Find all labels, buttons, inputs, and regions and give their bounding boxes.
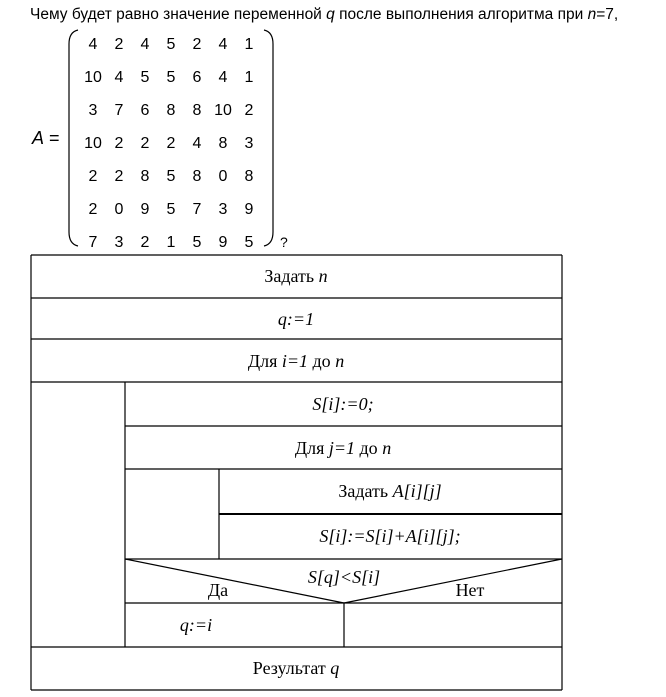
matrix-cell: 2 <box>114 35 124 53</box>
block-result <box>253 658 339 678</box>
question-part-3: =7, <box>596 6 619 23</box>
block-loop-i-to: до <box>308 351 336 371</box>
condition-yes: Да <box>207 580 229 600</box>
question-var-n: n <box>587 6 597 23</box>
matrix-cell: 5 <box>166 167 176 185</box>
question-part-2: после выполнения алгоритма при <box>334 6 588 23</box>
matrix-cell: 7 <box>114 101 124 119</box>
matrix-cell: 2 <box>88 200 98 218</box>
block-loop-j <box>295 438 391 458</box>
block-result-label: Результат <box>252 658 331 678</box>
condition-no: Нет <box>455 580 485 600</box>
matrix-cell: 8 <box>218 134 228 152</box>
block-input-n-label: Задать <box>264 266 319 286</box>
matrix-cell: 2 <box>88 167 98 185</box>
matrix-cell: 5 <box>140 68 150 86</box>
block-init-q <box>278 309 314 329</box>
block-reset-s <box>312 394 373 414</box>
block-input-n-var: n <box>318 266 328 286</box>
block-assign-q: q:=i <box>179 615 213 635</box>
matrix-cell: 6 <box>140 101 150 119</box>
block-sum <box>319 526 460 546</box>
matrix-cell: 8 <box>244 167 254 185</box>
block-input-n <box>264 266 327 286</box>
matrix-cell: 0 <box>218 167 228 185</box>
matrix-cell: 2 <box>244 101 254 119</box>
matrix-cell: 1 <box>244 35 254 53</box>
matrix-cell: 2 <box>114 134 124 152</box>
matrix-cell: 1 <box>244 68 254 86</box>
matrix-cell: 8 <box>192 167 202 185</box>
block-input-a <box>338 481 441 501</box>
block-loop-i <box>248 351 344 371</box>
matrix-cell: 7 <box>88 233 98 251</box>
matrix-cell: 10 <box>214 101 232 119</box>
matrix-cell: 4 <box>218 35 228 53</box>
matrix-cell: 7 <box>192 200 202 218</box>
block-loop-i-label: Для <box>247 351 282 371</box>
block-loop-j-end: n <box>382 438 392 458</box>
matrix-cell: 8 <box>192 101 202 119</box>
matrix-cell: 9 <box>140 200 150 218</box>
matrix-cell: 2 <box>192 35 202 53</box>
matrix-cell: 3 <box>244 134 254 152</box>
matrix-cell: 3 <box>218 200 228 218</box>
block-loop-j-start: j=1 <box>328 438 356 458</box>
matrix-cell: 2 <box>166 134 176 152</box>
matrix-cell: 9 <box>218 233 228 251</box>
matrix-cell: 3 <box>114 233 124 251</box>
question-mark: ? <box>280 234 288 250</box>
matrix-cell: 1 <box>166 233 176 251</box>
matrix-cell: 2 <box>114 167 124 185</box>
matrix-cell: 4 <box>192 134 202 152</box>
matrix-cell: 8 <box>166 101 176 119</box>
matrix-cell: 8 <box>140 167 150 185</box>
matrix-cell: 10 <box>84 134 102 152</box>
matrix-cell: 0 <box>114 200 124 218</box>
matrix-name: A <box>32 128 45 148</box>
matrix-cell: 4 <box>218 68 228 86</box>
block-input-a-var: A[i][j] <box>392 481 442 501</box>
block-loop-i-start: i=1 <box>281 351 309 371</box>
matrix-cell: 9 <box>244 200 254 218</box>
matrix-cell: 5 <box>192 233 202 251</box>
matrix-cell: 2 <box>140 233 150 251</box>
matrix-cell: 6 <box>192 68 202 86</box>
block-loop-j-to: до <box>355 438 383 458</box>
matrix-cell: 2 <box>140 134 150 152</box>
block-loop-i-end: n <box>335 351 345 371</box>
matrix-cell: 5 <box>244 233 254 251</box>
question-part-1: Чему будет равно значение переменной <box>30 6 327 23</box>
block-loop-j-label: Для <box>294 438 329 458</box>
matrix-cell: 5 <box>166 35 176 53</box>
question-var-q: q <box>326 6 335 23</box>
block-init-q-expr: q:=1 <box>277 309 315 329</box>
condition-text: S[q]<S[i] <box>307 567 381 587</box>
block-sum-expr: S[i]:=S[i]+A[i][j]; <box>319 526 461 546</box>
matrix-cell: 5 <box>166 200 176 218</box>
matrix-equals: = <box>44 128 60 148</box>
block-reset-s-expr: S[i]:=0; <box>312 394 374 414</box>
matrix-cell: 4 <box>88 35 98 53</box>
block-result-var: q <box>330 658 340 678</box>
matrix-cell: 4 <box>140 35 150 53</box>
matrix-cell: 5 <box>166 68 176 86</box>
matrix-cell: 3 <box>88 101 98 119</box>
block-input-a-label: Задать <box>338 481 393 501</box>
matrix-cell: 4 <box>114 68 124 86</box>
matrix-cell: 10 <box>84 68 102 86</box>
